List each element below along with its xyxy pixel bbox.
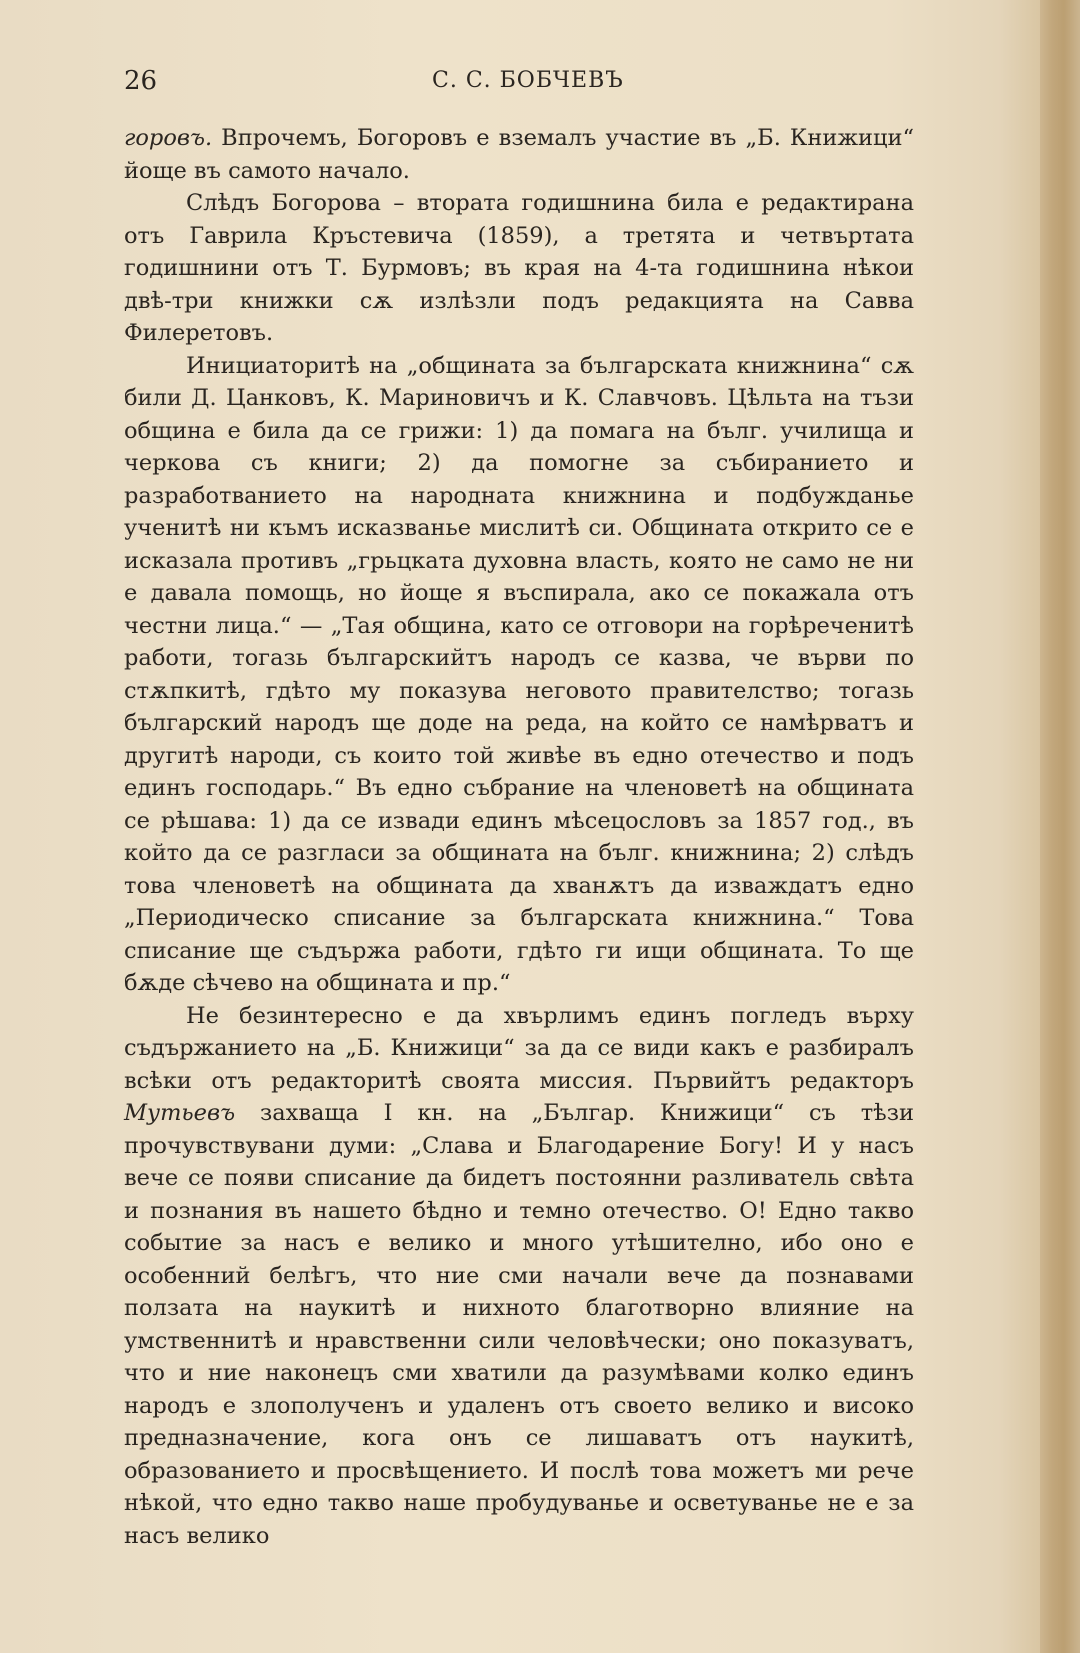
page-text-block [124, 58, 914, 1552]
paragraph-4-text-after: захваща I кн. на „Българ. Книжици“ съ тѣзи прочувствувани думи: „Слава и Благодарение Богу! И у насъ вече се появи списание да бидетъ постоянни разливатель свѣта и познания въ нашето бѣдно и темно отечество. О! Едно такво событие за насъ е велико и много утѣшително, ибо оно е особенний белѣгъ, что ние сми начали вече да познавами ползата на наукитѣ и нихното благотворно влияние на умственнитѣ и нравственни сили человѣчески; оно показуватъ, что и ние наконецъ сми хватили да разумѣвами колко единъ народъ е злополученъ и удаленъ отъ своето велико и високо предназначение, кога онъ се лишаватъ отъ наукитѣ, образованието и просвѣщението. И послѣ това можетъ ми рече нѣкой, что едно такво наше пробудуванье и осветуванье не е за насъ велико [124, 1100, 914, 1549]
body-text [124, 122, 914, 1552]
page-header [124, 58, 914, 98]
paragraph-1-text: Впрочемъ, Богоровъ е вземалъ участие въ „Б. Книжици“ йоще въ самото начало. [124, 125, 914, 184]
running-head: С. С. БОБЧЕВЪ [432, 68, 624, 93]
paragraph-4-italic-name: Мутьевъ [124, 1100, 236, 1126]
paragraph-3 [124, 350, 914, 1000]
page-edge-shadow [1040, 0, 1080, 1653]
paragraph-1-lead-italic: горовъ. [124, 125, 213, 151]
paragraph-4 [124, 1000, 914, 1553]
paragraph-4-text-before: Не безинтересно е да хвърлимъ единъ погледъ върху съдържанието на „Б. Книжици“ за да се види какъ е разбиралъ всѣки отъ редакторитѣ своята миссия. Първийтъ редакторъ [124, 1002, 914, 1094]
paragraph-1 [124, 122, 914, 187]
paragraph-2-text: Слѣдъ Богорова – втората годишнина била е редактирана отъ Гаврилa Кръстевича (1859), а третята и четвъртата годишнини отъ Т. Бурмовъ; въ края на 4-та годишнина нѣкои двѣ-три книжки сѫ излѣзли подъ редакцията на Савва Филеретовъ. [124, 190, 914, 346]
paragraph-2 [124, 187, 914, 350]
paragraph-3-text: Инициаторитѣ на „общината за българската книжнина“ сѫ били Д. Цанковъ, К. Мариновичъ и К. Славчовъ. Цѣльта на тъзи община е била да се грижи: 1) да помага на бълг. училища и черкова съ книги; 2) да помогне за събиранието и разработванието на народната книжнина и подбужданье ученитѣ ни къмъ исказванье мислитѣ си. Общината открито се е исказала противъ „грьцката духовна власть, която не само не ни е давала помощь, но йоще я въспирала, ако се покажала отъ честни лица.“ — „Тая община, като се отговори на горѣреченитѣ работи, тогазь българскийтъ народъ се казва, че върви по стѫпкитѣ, гдѣто му показува неговото правителство; тогазь българский народъ ще доде на реда, на който се намѣрватъ и другитѣ народи, съ които той живѣе въ едно отечество и подъ единъ господарь.“ Въ едно събрание на членоветѣ на общината се рѣшава: 1) да се извади единъ мѣсецословъ за 1857 год., въ който да се разгласи за общината на бълг. книжнина; 2) слѣдъ това членоветѣ на общината да хванѫтъ да изваждатъ едно „Периодическо списание за българската книжнина.“ Това списание ще съдържа работи, гдѣто ги ищи общината. То ще бѫде сѣчево на общината и пр.“ [124, 352, 914, 996]
page-number: 26 [124, 66, 158, 96]
